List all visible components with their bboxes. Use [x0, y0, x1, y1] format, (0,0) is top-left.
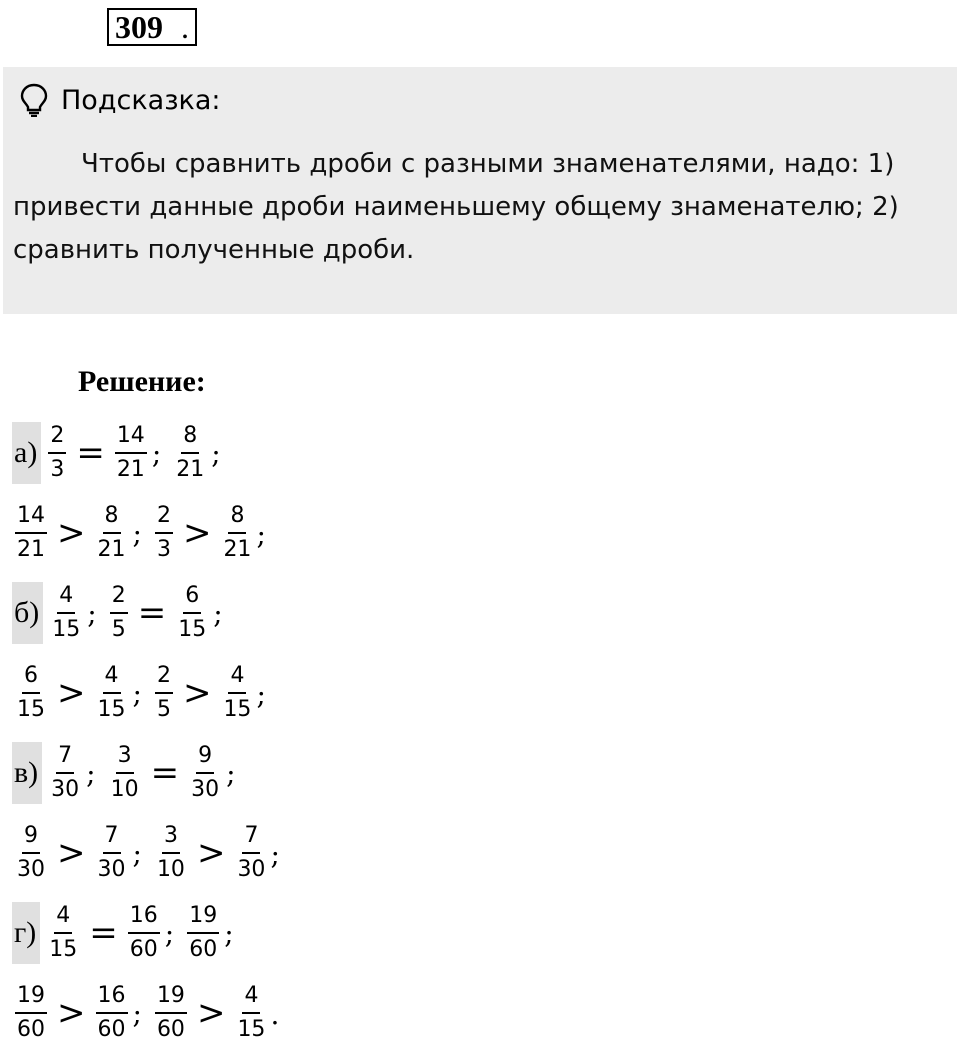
greater-sign: >: [196, 833, 226, 873]
semicolon: ;: [164, 916, 175, 950]
fraction: $\frac{14}{21}$: [17, 503, 45, 562]
item-g-label: г): [12, 902, 40, 964]
fraction: $\frac{19}{60}$: [17, 983, 45, 1042]
fraction: $\frac{2}{3}$: [156, 503, 171, 562]
item-b-line-1: [12, 573, 233, 653]
line-end-punctuation: ;: [270, 838, 280, 871]
fraction: $\frac{7}{30}$: [51, 743, 80, 802]
item-b-label: б): [12, 582, 43, 644]
equals-sign: =: [89, 913, 118, 953]
solution-title: Решение:: [78, 365, 206, 398]
fraction: $\frac{7}{30}$: [97, 823, 126, 882]
fraction: $\frac{16}{60}$: [97, 983, 126, 1042]
item-v-label: в): [12, 742, 42, 804]
fraction: $\frac{3}{10}$: [156, 823, 185, 882]
fraction: $\frac{2}{3}$: [50, 423, 65, 482]
hint-text: Чтобы сравнить дроби с разными знаменателями, надо: 1) привести данные дроби наименьшему общему знаменателю; 2) сравнить полученные дроби.: [13, 149, 899, 265]
greater-sign: >: [196, 993, 226, 1033]
fraction: $\frac{9}{30}$: [17, 823, 45, 882]
fraction: $\frac{19}{60}$: [156, 983, 185, 1042]
hint-header: [19, 83, 221, 117]
greater-sign: >: [57, 993, 86, 1033]
semicolon: ;: [86, 756, 96, 790]
line-end-punctuation: .: [270, 998, 280, 1031]
greater-sign: >: [182, 513, 212, 553]
item-v-line-1: [12, 733, 246, 813]
fraction: $\frac{2}{5}$: [111, 583, 126, 642]
equals-sign: =: [137, 593, 167, 633]
equals-sign: =: [150, 753, 180, 793]
fraction: $\frac{3}{10}$: [110, 743, 139, 802]
semicolon: ;: [211, 436, 221, 470]
fraction: $\frac{9}{30}$: [191, 743, 220, 802]
task-number-dot: .: [181, 9, 189, 45]
semicolon: ;: [132, 996, 142, 1030]
item-a-label: а): [12, 422, 41, 484]
item-g-line-2: [12, 973, 279, 1053]
greater-sign: >: [57, 673, 86, 713]
item-a-line-2: [12, 493, 266, 573]
fraction: $\frac{8}{21}$: [176, 423, 205, 482]
lightbulb-icon: [19, 83, 49, 117]
fraction: $\frac{2}{5}$: [156, 663, 171, 722]
item-a-line-1: [12, 413, 231, 493]
fraction: $\frac{14}{21}$: [116, 423, 145, 482]
semicolon: ;: [151, 436, 162, 470]
line-end-punctuation: ;: [256, 518, 266, 551]
semicolon: ;: [224, 916, 234, 950]
item-g-line-1: [12, 893, 244, 973]
semicolon: ;: [132, 676, 142, 710]
greater-sign: >: [182, 673, 212, 713]
fraction: $\frac{8}{21}$: [223, 503, 252, 562]
semicolon: ;: [226, 756, 236, 790]
item-b-line-2: [12, 653, 266, 733]
fraction: $\frac{4}{15}$: [52, 583, 81, 642]
item-v-line-2: [12, 813, 280, 893]
task-number: 309: [107, 8, 197, 46]
fraction: $\frac{6}{15}$: [178, 583, 207, 642]
fraction: $\frac{6}{15}$: [17, 663, 45, 722]
greater-sign: >: [57, 513, 86, 553]
semicolon: ;: [132, 516, 142, 550]
greater-sign: >: [57, 833, 86, 873]
semicolon: ;: [213, 596, 223, 630]
line-end-punctuation: ;: [256, 678, 266, 711]
semicolon: ;: [87, 596, 97, 630]
fraction: $\frac{4}{15}$: [49, 903, 78, 962]
hint-box: [3, 67, 957, 314]
fraction: $\frac{7}{30}$: [237, 823, 266, 882]
semicolon: ;: [132, 836, 142, 870]
equals-sign: =: [76, 433, 105, 473]
fraction: $\frac{8}{21}$: [97, 503, 126, 562]
fraction: $\frac{4}{15}$: [97, 663, 126, 722]
fraction: $\frac{4}{15}$: [237, 983, 266, 1042]
fraction: $\frac{19}{60}$: [189, 903, 218, 962]
fraction: $\frac{16}{60}$: [129, 903, 158, 962]
hint-title: Подсказка:: [61, 84, 221, 116]
fraction: $\frac{4}{15}$: [223, 663, 252, 722]
